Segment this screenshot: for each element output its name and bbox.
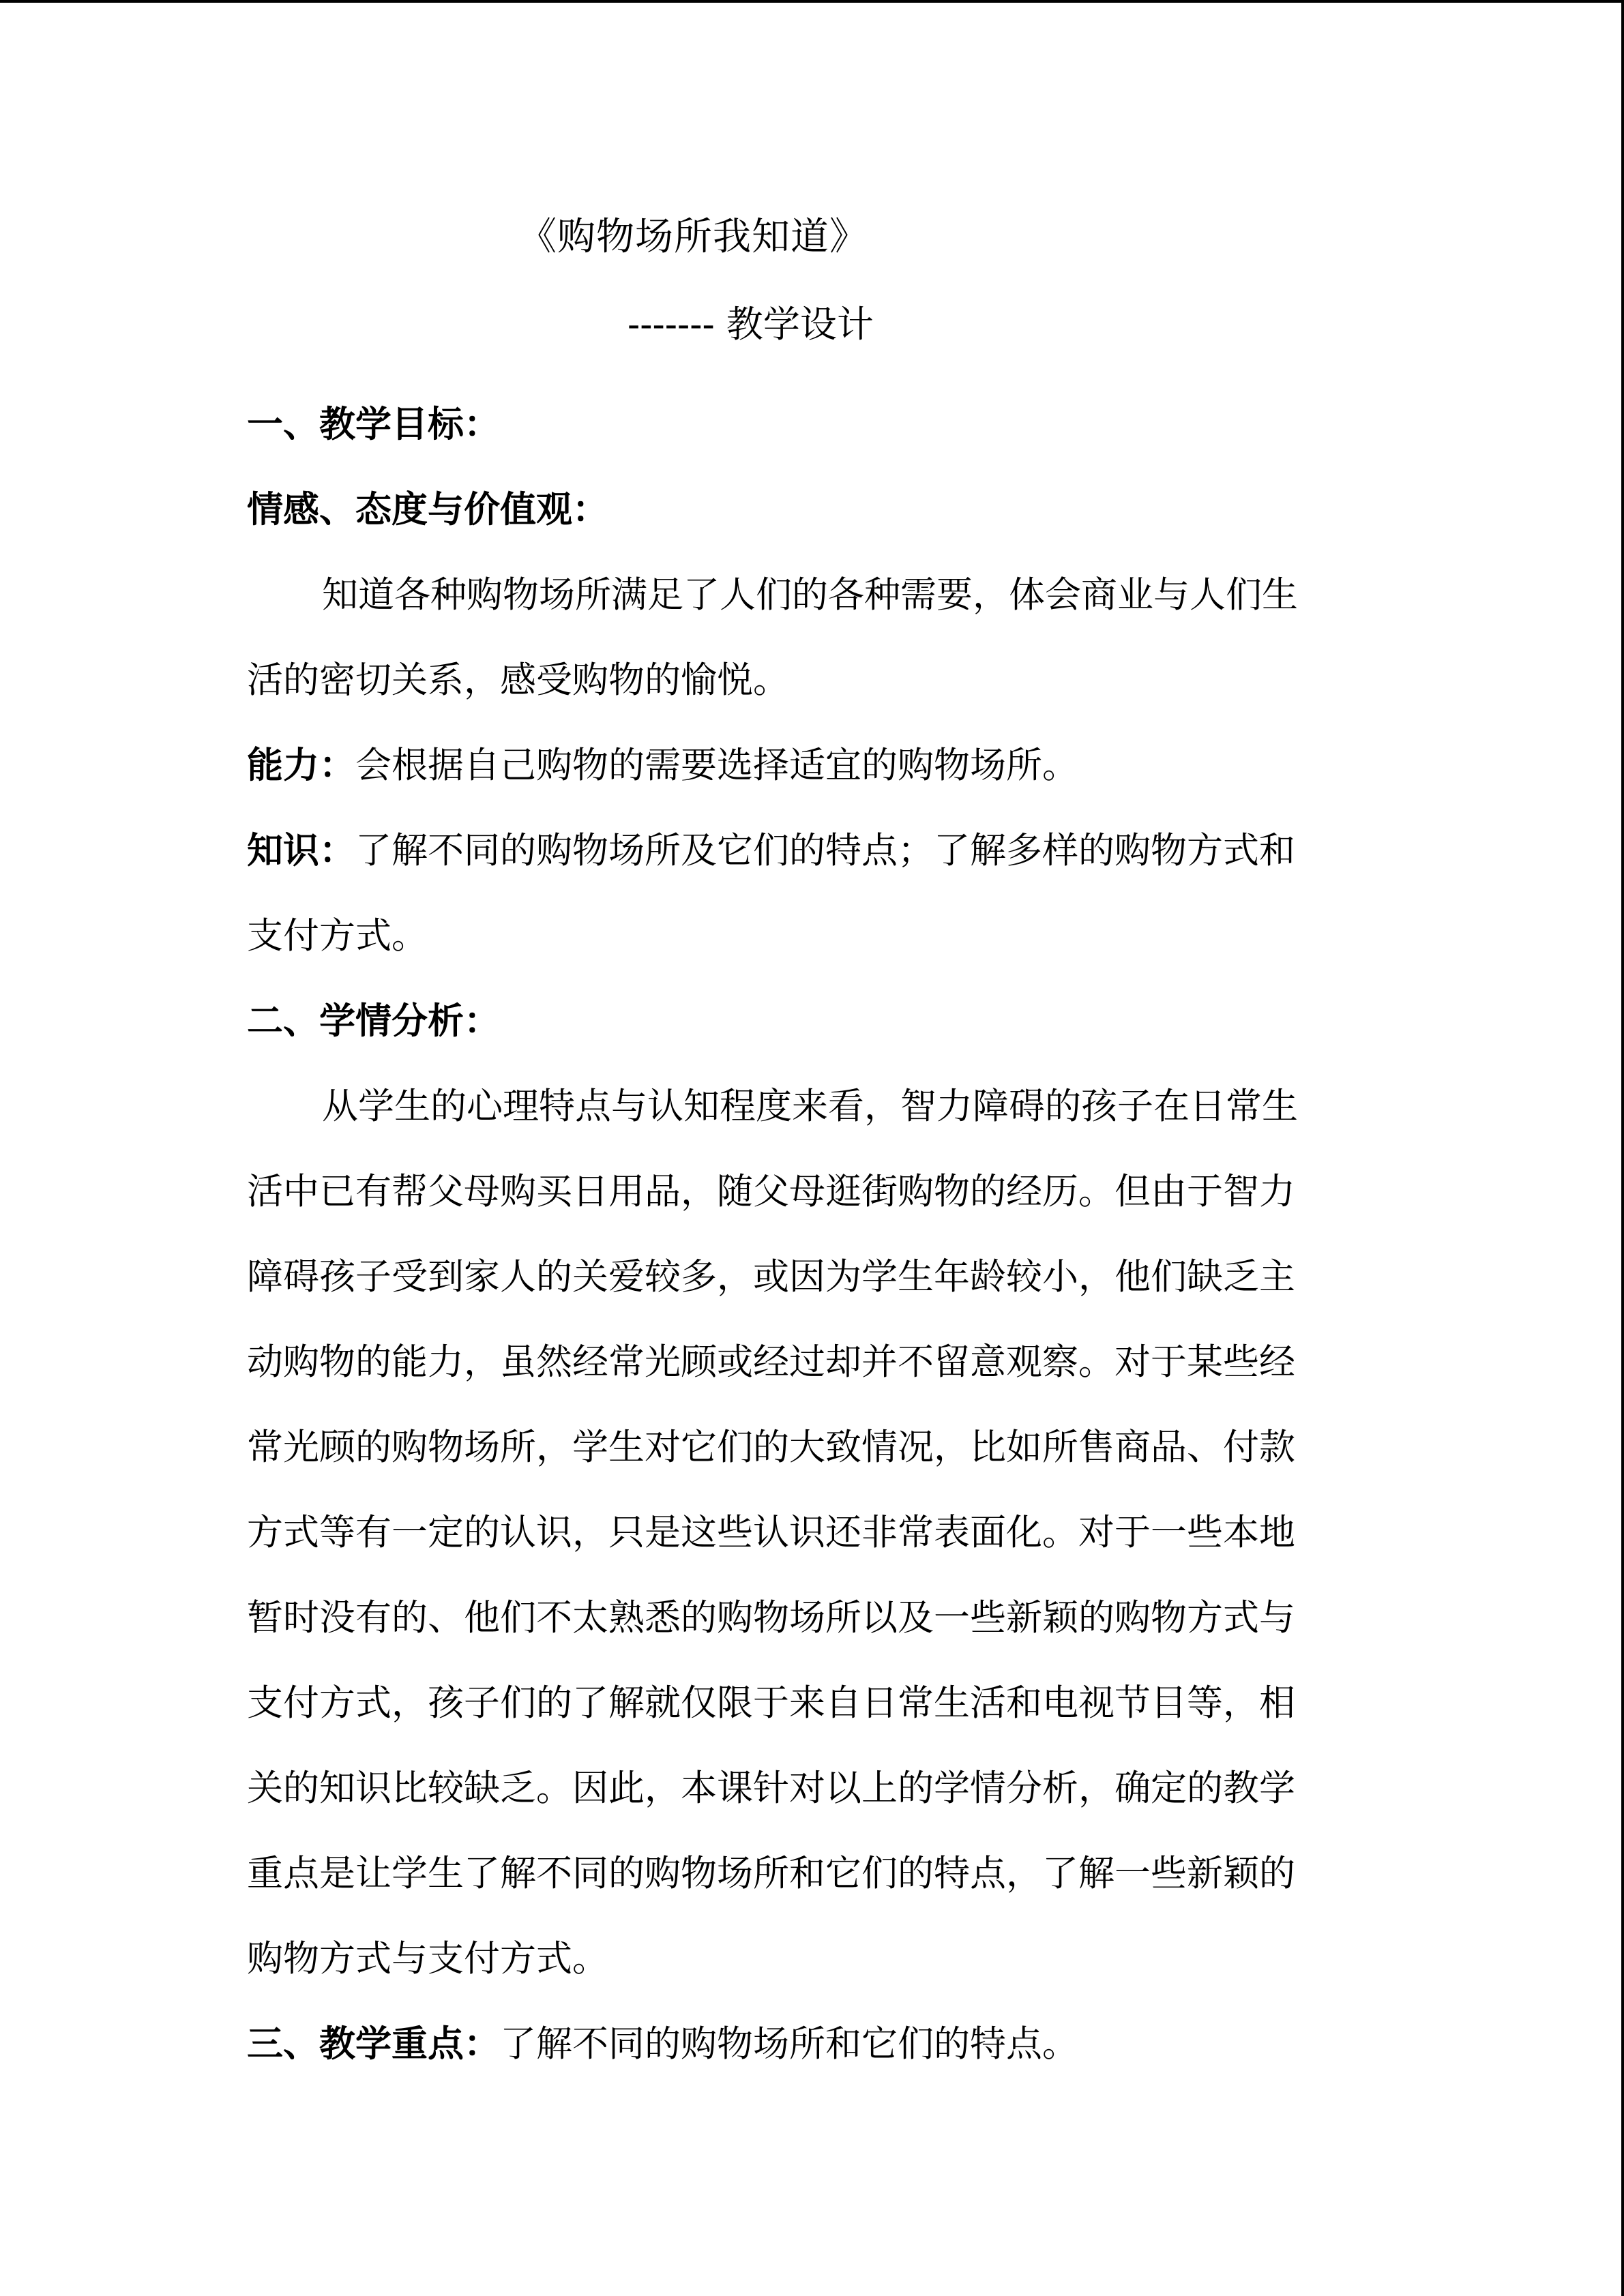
- paragraph-line: 活的密切关系，感受购物的愉悦。: [247, 659, 789, 701]
- paragraph-line: 常光顾的购物场所，学生对它们的大致情况，比如所售商品、付款: [247, 1427, 1295, 1468]
- document-subtitle: ------- 教学设计: [628, 303, 874, 346]
- document-title: 《购物场所我知道》: [518, 215, 868, 259]
- paragraph-line: 支付方式，孩子们的了解就仅限于来自日常生活和电视节目等，相: [247, 1682, 1295, 1724]
- paragraph-line: 暂时没有的、他们不太熟悉的购物场所以及一些新颖的购物方式与: [247, 1597, 1295, 1639]
- ability-text: 会根据自己购物的需要选择适宜的购物场所。: [355, 745, 1078, 786]
- key-points-text: 了解不同的购物场所和它们的特点。: [500, 2023, 1078, 2065]
- paragraph-line: 从学生的心理特点与认知程度来看，智力障碍的孩子在日常生: [322, 1086, 1298, 1127]
- knowledge-text: 了解不同的购物场所及它们的特点；了解多样的购物方式和: [355, 830, 1295, 871]
- paragraph-line: 支付方式。: [247, 915, 428, 957]
- section-heading-analysis: 二、学情分析：: [247, 1000, 500, 1042]
- knowledge-line: [247, 808, 1352, 893]
- page-border-right: [1621, 0, 1624, 2296]
- paragraph-line: 活中已有帮父母购买日用品，随父母逛街购物的经历。但由于智力: [247, 1171, 1295, 1212]
- paragraph-line: 方式等有一定的认识，只是这些认识还非常表面化。对于一些本地: [247, 1512, 1295, 1553]
- paragraph-line: 重点是让学生了解不同的购物场所和它们的特点，了解一些新颖的: [247, 1853, 1295, 1894]
- knowledge-label: 知识：: [247, 830, 355, 871]
- paragraph-line: 关的知识比较缺乏。因此，本课针对以上的学情分析，确定的教学: [247, 1768, 1295, 1809]
- paragraph-line: 购物方式与支付方式。: [247, 1938, 608, 1980]
- key-points-line: [247, 2001, 1352, 2087]
- section-heading-key-points: 三、教学重点：: [247, 2023, 500, 2065]
- document-body: [247, 382, 1352, 2087]
- section-heading-objectives: 一、教学目标：: [247, 404, 500, 445]
- paragraph-line: 知道各种购物场所满足了人们的各种需要，体会商业与人们生: [322, 574, 1298, 616]
- ability-line: [247, 723, 1352, 808]
- paragraph-line: 障碍孩子受到家人的关爱较多，或因为学生年龄较小，他们缺乏主: [247, 1256, 1295, 1298]
- paragraph-line: 动购物的能力，虽然经常光顾或经过却并不留意观察。对于某些经: [247, 1341, 1295, 1383]
- page-border-top: [0, 0, 1624, 3]
- ability-label: 能力：: [247, 745, 355, 786]
- subheading-emotion: 情感、态度与价值观：: [247, 489, 608, 531]
